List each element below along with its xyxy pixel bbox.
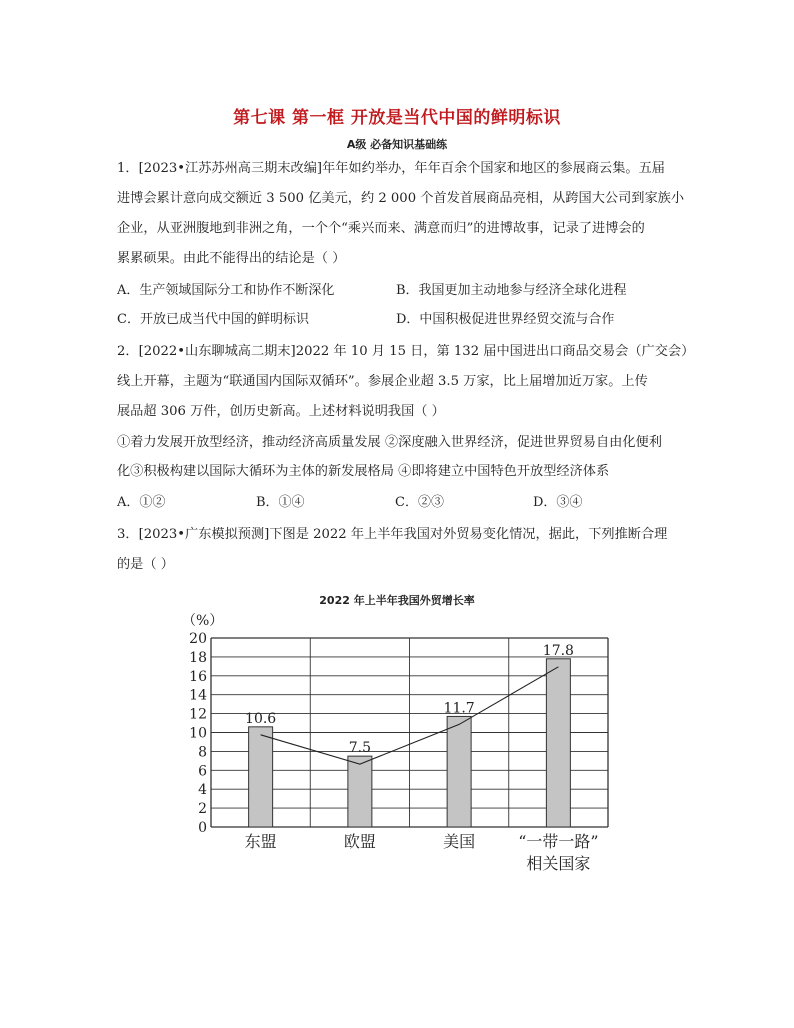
data-label-1: 7.5 <box>348 740 372 757</box>
y-tick-label: 6 <box>198 763 207 780</box>
q3-stem-line-1: 3．[2023•广东模拟预测]下图是 2022 年上半年我国对外贸易变化情况，据此，下列推断合理 <box>117 527 668 542</box>
q1-option-b[interactable]: B．我国更加主动地参与经济全球化进程 <box>396 283 627 298</box>
q1-stem-line-4: 累累硕果。由此不能得出的结论是（ ） <box>117 251 346 266</box>
y-tick-label: 14 <box>189 687 207 704</box>
y-tick-label: 4 <box>198 782 207 799</box>
q2-option-d[interactable]: D．③④ <box>533 495 583 510</box>
y-tick-label: 16 <box>189 668 207 685</box>
y-tick-label: 18 <box>189 649 207 666</box>
q2-stem-line-2: 线上开幕，主题为“联通国内国际双循环”。参展企业超 3.5 万家，比上届增加近万家。上传 <box>117 374 648 389</box>
bar-1 <box>348 756 372 827</box>
q1-option-a[interactable]: A．生产领域国际分工和协作不断深化 <box>117 283 335 298</box>
q1-stem-line-1: 1．[2023•江苏苏州高三期末改编]年年如约举办，年年百余个国家和地区的参展商云集。五届 <box>117 161 665 176</box>
data-label-3: 17.8 <box>542 642 574 659</box>
section-subtitle: A级 必备知识基础练 <box>346 138 448 151</box>
q2-statement-line-2: 化③积极构建以国际大循环为主体的新发展格局 ④即将建立中国特色开放型经济体系 <box>117 464 610 479</box>
y-tick-label: 10 <box>189 725 207 742</box>
q3-stem-line-2: 的是（ ） <box>117 557 174 572</box>
y-axis-unit-label: （%） <box>182 613 224 629</box>
q2-stem-line-3: 展品超 306 万件，创历史新高。上述材料说明我国（ ） <box>117 404 445 419</box>
x-category-label: 美国 <box>443 832 476 851</box>
x-category-label: 东盟 <box>244 832 277 851</box>
x-category-label: 欧盟 <box>343 832 376 851</box>
q2-stem-line-1: 2．[2022•山东聊城高二期末]2022 年 10 月 15 日，第 132 届中国进出口商品交易会（广交会） <box>117 344 695 359</box>
q1-option-d[interactable]: D．中国积极促进世界经贸交流与合作 <box>396 312 615 327</box>
bar-0 <box>249 727 273 827</box>
bar-2 <box>447 716 471 827</box>
q1-stem-line-3: 企业，从亚洲腹地到非洲之角，一个个“乘兴而来、满意而归”的进博故事，记录了进博会的 <box>117 221 645 236</box>
q1-stem-line-2: 进博会累计意向成交额近 3 500 亿美元，约 2 000 个首发首展商品亮相，从跨国大公司到家族小 <box>117 191 685 206</box>
q1-option-c[interactable]: C．开放已成当代中国的鲜明标识 <box>117 312 309 327</box>
x-category-label: 相关国家 <box>526 854 591 873</box>
y-tick-label: 20 <box>189 631 207 647</box>
y-tick-label: 8 <box>198 744 207 761</box>
data-label-0: 10.6 <box>245 710 277 727</box>
y-tick-label: 12 <box>189 706 207 723</box>
y-tick-label: 0 <box>198 820 207 836</box>
page-title: 第七课 第一框 开放是当代中国的鲜明标识 <box>233 108 561 128</box>
q2-statement-line-1: ①着力发展开放型经济，推动经济高质量发展 ②深度融入世界经济，促进世界贸易自由化便利 <box>117 435 662 450</box>
y-tick-label: 2 <box>198 801 207 818</box>
q2-option-a[interactable]: A．①② <box>117 495 166 510</box>
q2-option-b[interactable]: B．①④ <box>256 495 305 510</box>
q2-option-c[interactable]: C．②③ <box>395 495 444 510</box>
bar-3 <box>546 659 570 827</box>
chart-title: 2022 年上半年我国外贸增长率 <box>319 594 475 607</box>
data-label-2: 11.7 <box>443 700 475 717</box>
x-category-label: “一带一路” <box>518 832 599 851</box>
